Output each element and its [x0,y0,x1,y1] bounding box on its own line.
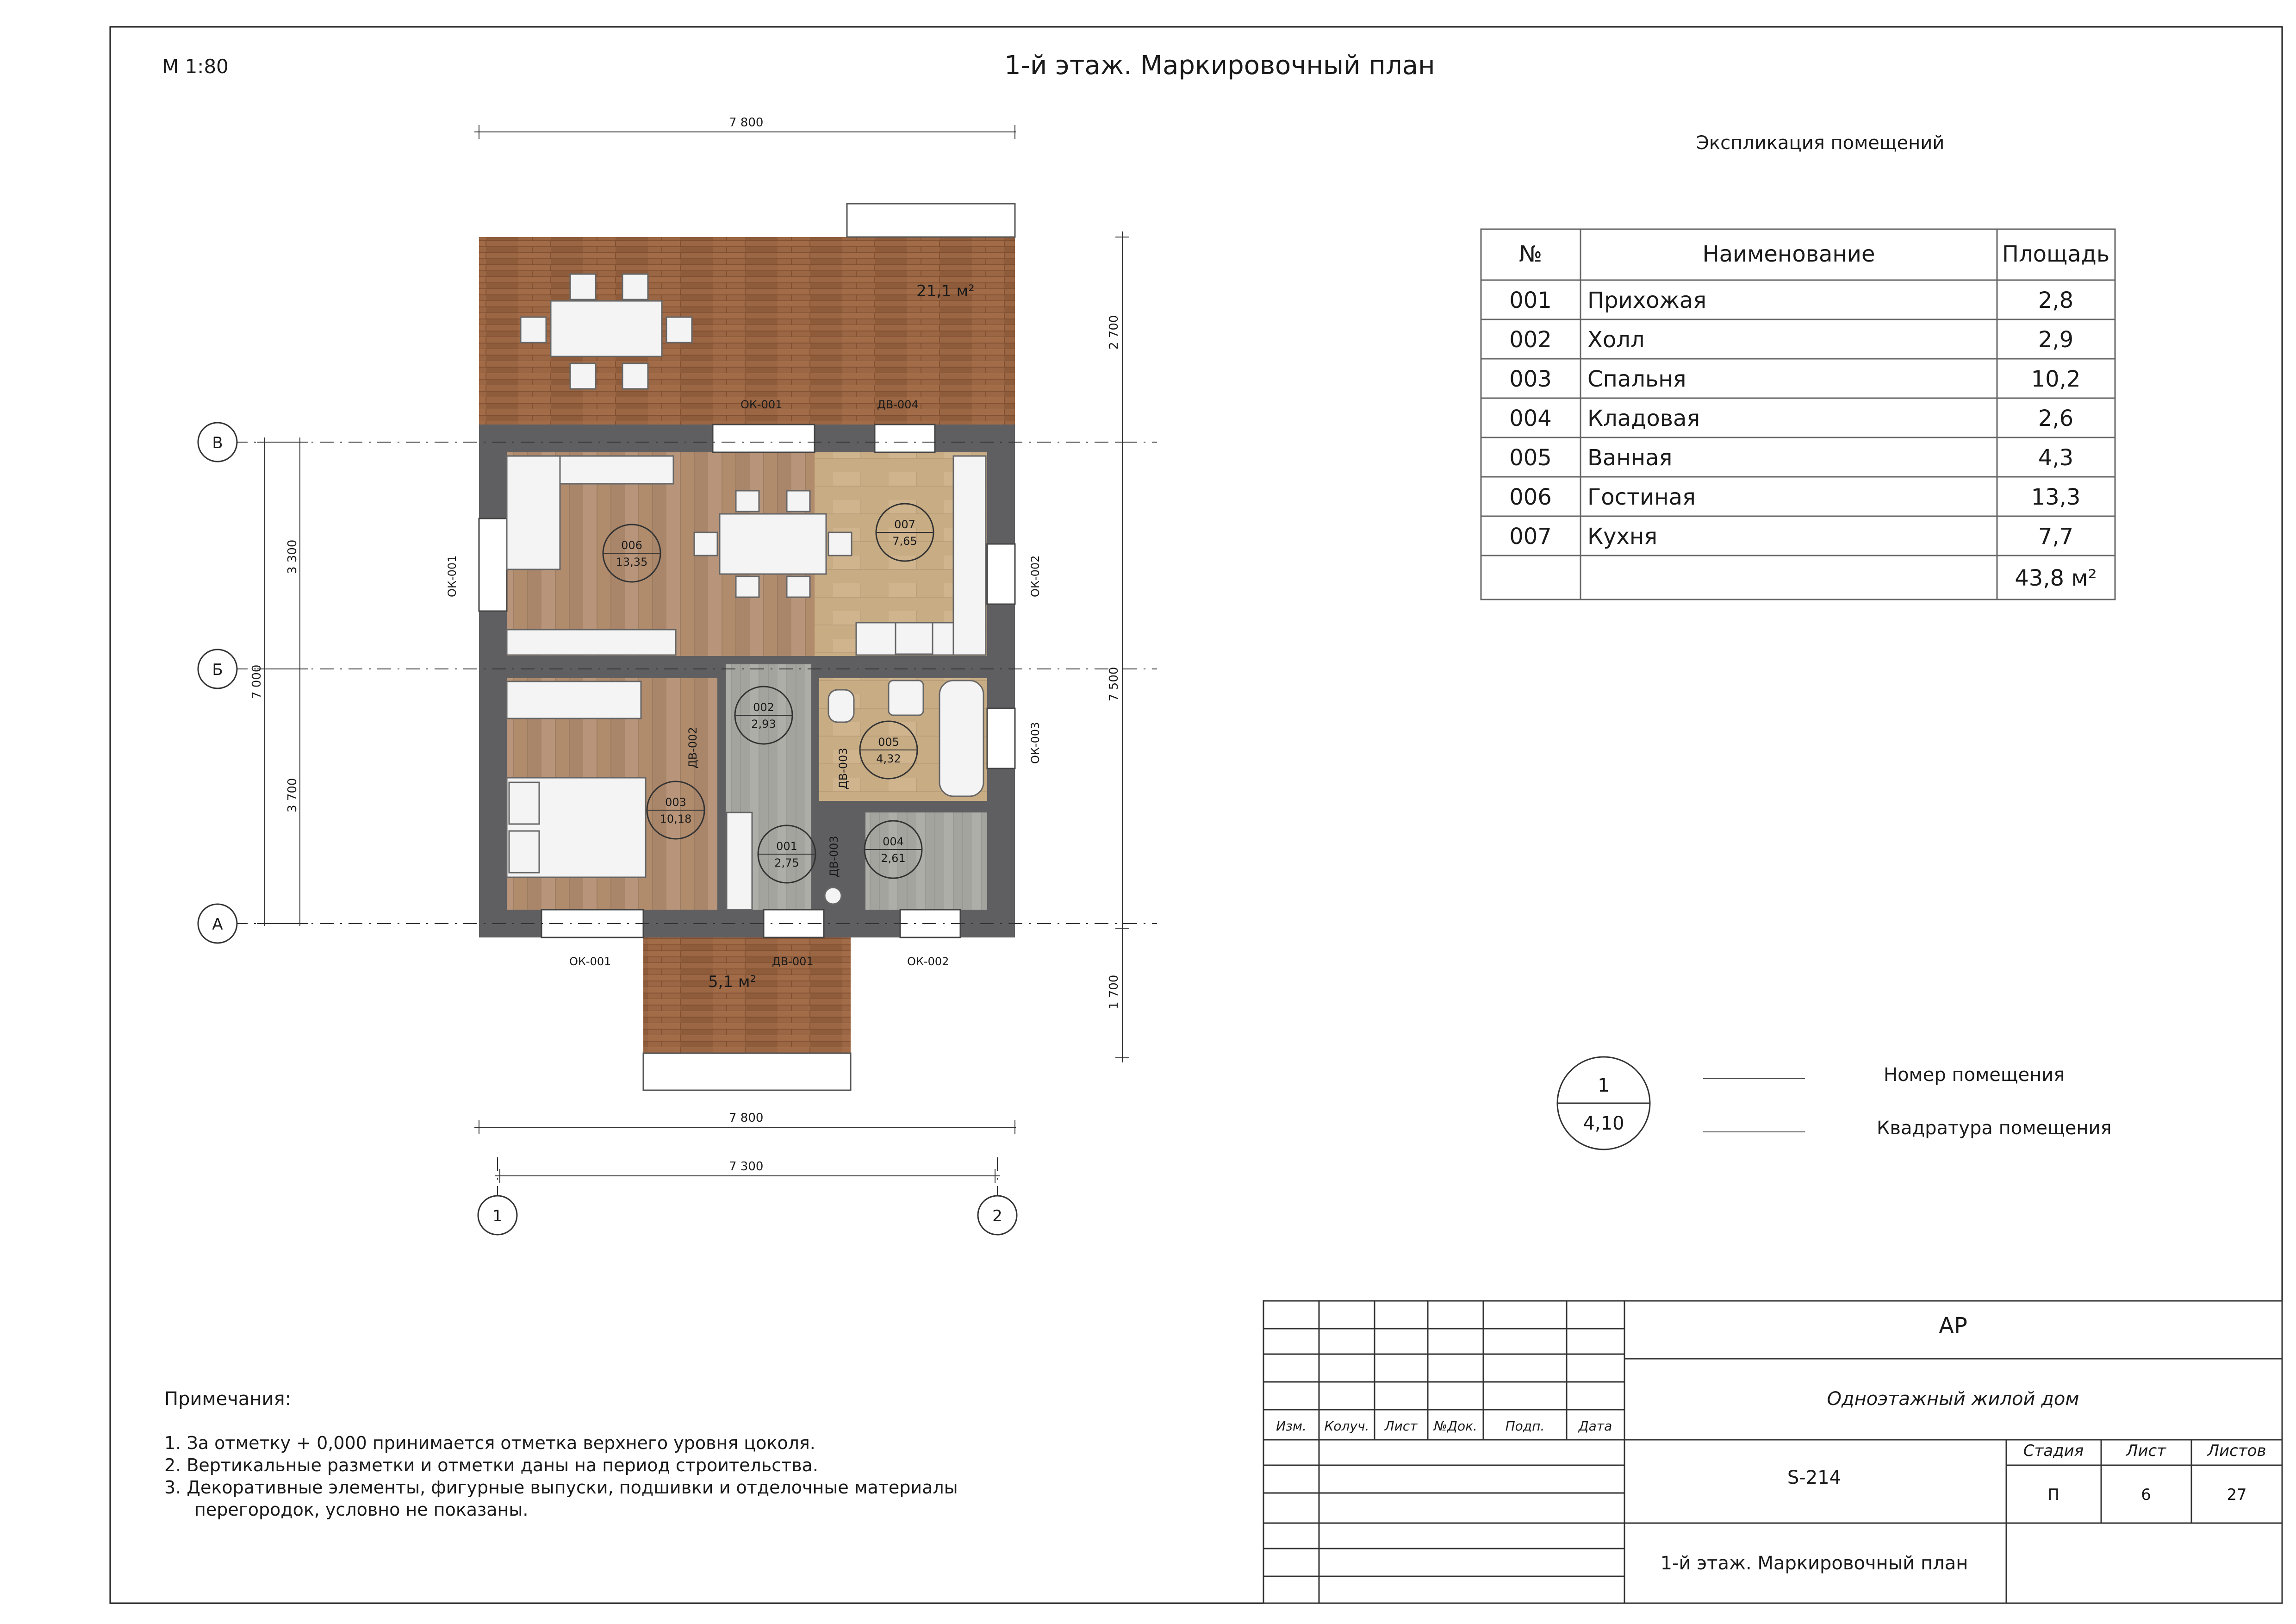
opening-mark: ДВ-002 [686,727,699,768]
dim-label: 7 300 [729,1160,764,1174]
legend-sample-num: 1 [1598,1075,1610,1096]
interior-wall [717,664,726,910]
room-tag-area: 2,75 [774,856,799,869]
washbasin [825,887,841,904]
dim-label: 3 300 [286,539,299,574]
table-cell: 007 [1509,524,1552,550]
stamp-col-header: Лист [1384,1418,1418,1434]
table-header: Наименование [1702,241,1875,267]
stamp-col-header: №Док. [1434,1418,1477,1434]
window-right-bath [987,708,1015,768]
room-tag-area: 4,32 [876,752,901,765]
table-cell: 2,9 [2038,327,2074,353]
table-cell: 13,3 [2031,484,2081,510]
sink [889,681,923,715]
table-cell: 2,8 [2038,287,2074,313]
opening-mark: ДВ-003 [837,748,850,789]
stamp-doc: S-214 [1787,1467,1842,1488]
table-row [1509,327,2073,353]
terrace-chair [570,274,596,300]
table-cell: Холл [1587,327,1645,353]
stamp-sheet: 6 [2141,1486,2151,1504]
hall-cabinet [727,812,752,910]
table-row [1509,524,2073,550]
table-row [1509,287,2073,313]
table-row [1509,366,2080,392]
note-line: 3. Декоративные элементы, фигурные выпуски, подшивки и отделочные материалы [164,1477,958,1498]
stamp-sheets-header: Листов [2207,1442,2266,1460]
room-tag-area: 7,65 [892,535,917,548]
table-cell: 005 [1509,445,1552,471]
opening-mark: ОК-003 [1029,722,1042,764]
porch [643,937,851,1053]
chair [694,532,717,556]
table-row [1509,484,2080,510]
kitchen-counter [953,456,986,655]
table-cell: 001 [1509,287,1552,313]
dim-label: 7 500 [1107,667,1121,701]
axis-label: А [212,915,223,934]
porch-area-label: 5,1 м² [708,973,757,991]
opening-mark: ОК-001 [446,555,459,597]
sofa [507,456,560,569]
table-header: № [1519,241,1542,267]
scale-label: М 1:80 [162,55,229,78]
room-tag-num: 002 [753,701,774,714]
dining-table [720,514,826,574]
terrace-chair [622,274,648,300]
table-cell: Ванная [1587,445,1673,471]
table-cell: 2,6 [2038,406,2074,431]
window-top [713,425,815,452]
legend-sample-area: 4,10 [1583,1113,1624,1134]
stamp-stage-header: Стадия [2023,1442,2084,1460]
note-line: 2. Вертикальные разметки и отметки даны на период строительства. [164,1455,818,1475]
table-cell: Прихожая [1587,287,1707,313]
axis-label: В [212,434,223,452]
stove [896,623,933,654]
dim-label: 7 000 [250,664,264,699]
opening-mark: ДВ-001 [772,955,814,968]
room-tag-area: 10,18 [660,812,692,825]
room-tag-num: 004 [883,835,904,848]
interior-wall [861,812,865,910]
room-tag-num: 001 [776,840,797,853]
room-tag-area: 2,61 [881,852,906,865]
stamp-stage: П [2047,1486,2060,1504]
table-cell: Кладовая [1587,406,1700,431]
table-cell: 7,7 [2038,524,2074,550]
opening-mark: ДВ-003 [828,836,840,877]
table-header: Площадь [2002,241,2110,267]
stamp-sheet-header: Лист [2126,1442,2166,1460]
sheet-frame [110,27,2282,1603]
chair [787,491,810,512]
stamp-col-header: Подп. [1505,1418,1545,1434]
interior-wall [811,664,819,910]
terrace-chair [570,363,596,389]
opening-mark: ОК-002 [907,955,949,968]
table-cell: Гостиная [1587,484,1696,510]
legend-area-label: Квадратура помещения [1877,1118,2112,1139]
room-tag-num: 005 [878,736,899,749]
table-cell: 4,3 [2038,445,2074,471]
toilet [828,690,854,722]
legend [1557,1057,2112,1149]
window-right-kitchen [987,544,1015,604]
table-cell: 003 [1509,366,1552,392]
chair [828,532,852,556]
chair [736,576,759,597]
terrace-chair [666,317,692,343]
dim-label: 7 800 [729,1111,764,1125]
stamp-col-header: Изм. [1276,1418,1307,1434]
wardrobe [507,681,641,718]
terrace-area-label: 21,1 м² [916,282,975,300]
porch-step [643,1053,851,1090]
room-tag-area: 2,93 [751,718,776,731]
terrace-chair [521,317,546,343]
axis-label: 2 [992,1207,1002,1225]
pillow [509,831,539,873]
table-cell: 002 [1509,327,1552,353]
table-cell: Кухня [1587,524,1658,550]
pillow [509,782,539,824]
room-tag-num: 003 [665,796,686,809]
table-cell: 10,2 [2031,366,2081,392]
bathtub [940,681,983,796]
chair [736,491,759,512]
window-left [479,518,507,611]
stamp-project: Одноэтажный жилой дом [1827,1388,2079,1410]
table-cell: 004 [1509,406,1552,431]
interior-wall [507,656,987,664]
stamp-sheet-name: 1-й этаж. Маркировочный план [1660,1553,1968,1574]
table-row [1509,406,2073,431]
room-tag-num: 006 [621,539,642,552]
table-row [1509,445,2073,471]
door-top [875,425,935,452]
tv-unit [507,630,676,655]
opening-mark: ОК-001 [740,398,783,411]
stamp-code: АР [1939,1313,1967,1339]
dim-label: 2 700 [1107,315,1121,350]
explication-table [1481,229,2115,600]
legend-num-label: Номер помещения [1884,1064,2065,1086]
stamp-col-header: Дата [1578,1418,1612,1434]
notes [164,1388,958,1520]
explication-title: Экспликация помещений [1696,132,1945,154]
page-title: 1-й этаж. Маркировочный план [1004,50,1435,81]
chair [787,576,810,597]
opening-mark: ОК-001 [569,955,611,968]
terrace-chair [622,363,648,389]
stamp-col-header: Колуч. [1324,1418,1369,1434]
notes-title: Примечания: [164,1388,292,1410]
room-tag-area: 13,35 [616,556,648,568]
note-line: перегородок, условно не показаны. [194,1499,529,1520]
stamp-sheets: 27 [2227,1486,2247,1504]
terrace-step [847,204,1015,237]
opening-mark: ОК-002 [1029,555,1042,597]
interior-wall [819,801,987,812]
axis-label: Б [212,661,223,679]
dim-label: 7 800 [729,116,764,130]
table-cell: 006 [1509,484,1552,510]
floor-plan [446,204,1042,1090]
dim-label: 3 700 [286,778,299,812]
note-line: 1. За отметку + 0,000 принимается отметка верхнего уровня цоколя. [164,1433,815,1453]
opening-mark: ДВ-004 [877,398,919,411]
terrace-table [551,301,662,356]
table-total: 43,8 м² [2015,565,2097,591]
dim-label: 1 700 [1107,974,1121,1009]
axis-label: 1 [492,1207,503,1225]
room-tag-num: 007 [894,518,915,531]
table-cell: Спальня [1587,366,1686,392]
